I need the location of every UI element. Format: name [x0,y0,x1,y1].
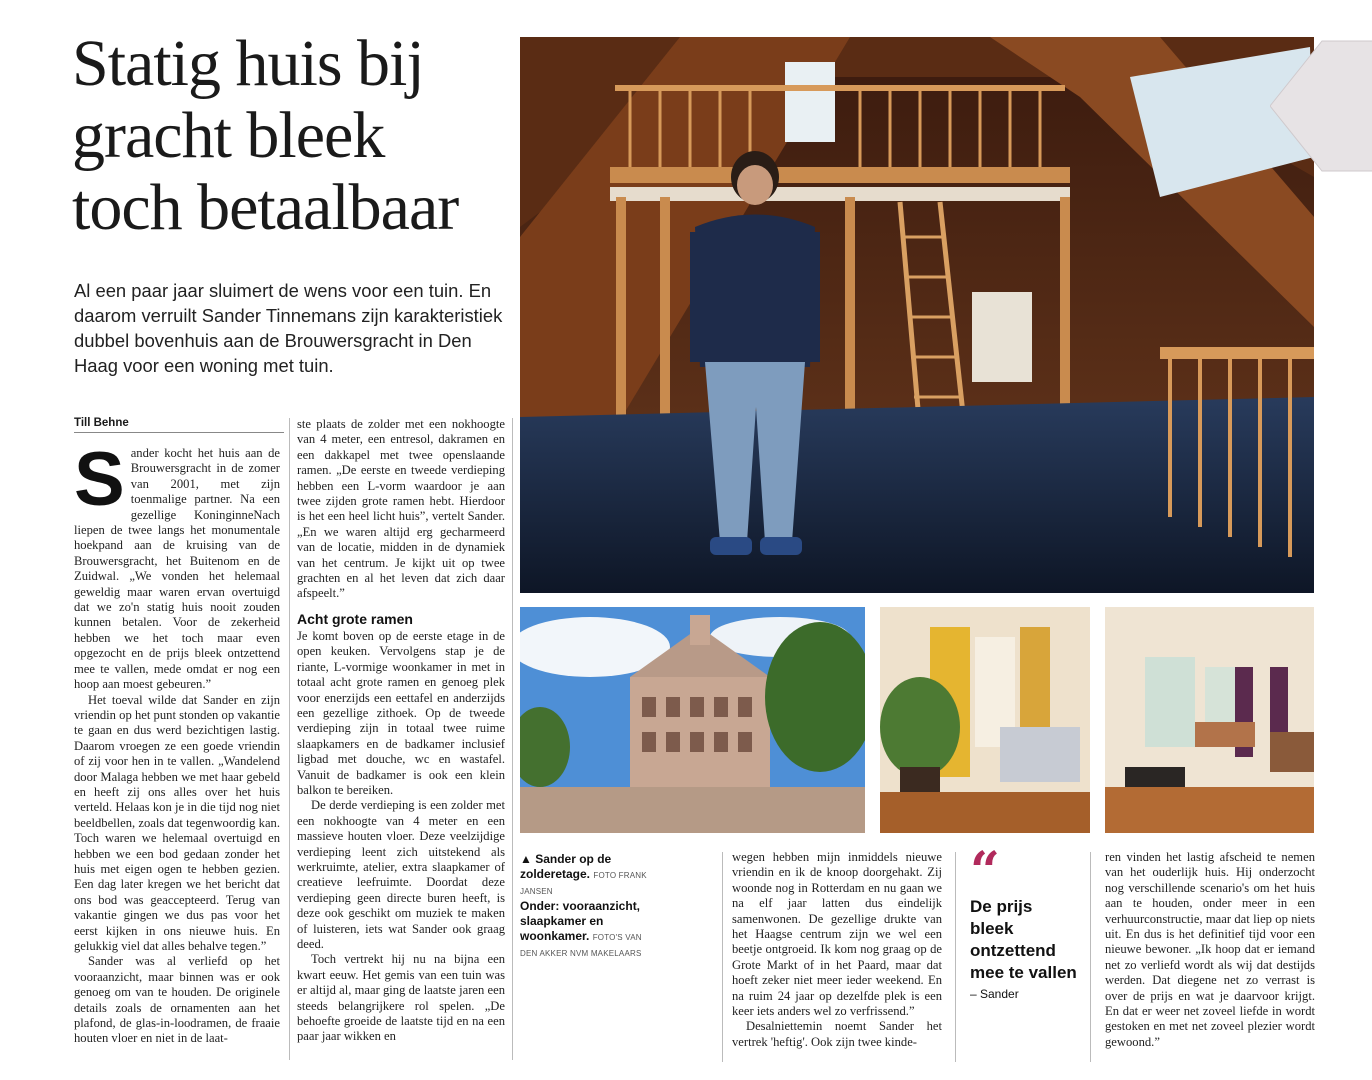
bedroom-photo-illustration [880,607,1090,833]
paragraph [74,437,280,693]
article-column-1 [74,437,280,1066]
quote-text: De prijs bleek ontzettend mee te vallen [970,897,1077,982]
paragraph: ste plaats de zolder met een nokhoogte van 4 meter, een entresol, dakramen en een dakkapel met twee openslaande ramen. „De eerste en tweede verdieping hebben een L-vorm waardoor je aan twee zijden grote ramen hebt. Hierdoor is het een heel licht huis”, vertelt Sander. „En we waren altijd erg gecharmeerd van de locatie, midden in de dynamiek van het centrum. Je kijkt uit op twee grachten en al het leven dat zich daar afspeelt.” [297,417,505,601]
attic-photo [520,37,1314,593]
facade-photo [520,607,865,833]
article-column-3 [732,850,942,1065]
article-column-4 [1105,850,1315,1065]
photo-credit: FOTO'S VAN DEN AKKER NVM MAKELAARS [520,933,642,958]
living-room-photo-illustration [1105,607,1314,833]
attic-photo-illustration [520,37,1314,593]
column-divider [1090,852,1091,1062]
paragraph: Desalniettemin noemt Sander het vertrek 'heftig'. Ook zijn twee kinde- [732,1019,942,1049]
column-divider [955,852,956,1062]
byline-divider [74,432,284,433]
quote-mark-icon: “ [970,841,1000,902]
column-divider [722,852,723,1062]
pull-quote [970,841,1080,1001]
byline: Till Behne [74,417,129,429]
photo-credit: FOTO FRANK JANSEN [520,871,647,896]
quote-attribution: – Sander [970,987,1019,1001]
article-column-2 [297,417,505,1062]
column-divider [289,418,290,1060]
paragraph: wegen hebben mijn inmiddels nieuwe vriendin en ik de knoop doorgehakt. Zij woonde nog in Rotterdam en nu gaan we na elf jaar latten dus eindelijk samenwonen. De gezellige drukte van het Haagse centrum zijn we wel een beetje ontgroeid. Ik kom nog graag op de Grote Markt of in het Paard, maar dat hoeft zeker niet meer ieder weekend. En na ruim 24 jaar op dezelfde plek is een keer iets anders wel zo verfrissend.” [732,850,942,1019]
photo-caption [520,852,660,961]
paragraph: Sander was al verliefd op het vooraanzicht, maar binnen was er ook genoeg om van te houden. De originele details zoals de ornamenten aan het plafond, de glas-in-loodramen, de fraaie houten vloer en niet in de laat- [74,954,280,1046]
caption-main: ▲ Sander op de zolderetage. [520,852,612,881]
headline-line: Statig huis bij [72,27,424,100]
paragraph: De derde verdieping is een zolder met een nokhoogte van 4 meter en een massieve houten vloer. Deze veelzijdige verdieping leent zich uitstekend als werkruimte, atelier, extra slaapkamer of creatieve leefruimte. Doordat deze verdieping geen directe buren heeft, is deze ook geschikt om muziek te maken of luisteren, iets wat Sander ook graag deed. [297,798,505,951]
bedroom-photo [880,607,1090,833]
caption-sub: Onder: vooraanzicht, slaapkamer en woonkamer. [520,899,641,943]
page-next-arrow-icon[interactable] [1270,36,1372,176]
headline-line: gracht bleek [72,99,385,172]
paragraph: ren vinden het lastig afscheid te nemen van het ouderlijk huis. Hij onderzocht nog verschillende scenario's om het huis aan te houden, onder meer in een verhuurconstructie, maar dat liep op niets uit. En dus is het definitief tijd voor een nieuwe bewoner. „Ik hoop dat er iemand net zo verliefd wordt als wij dat destijds werden. Dat diegene net zo verrast is over de prijs en wat je daarvoor krijgt. En dat er weer net zoveel liefde in wordt gestoken en met net zoveel plezier wordt gewoond.” [1105,850,1315,1049]
paragraph: Toch vertrekt hij nu na bijna een kwart eeuw. Het gemis van een tuin was er altijd al, maar ging de laatste jaren een steeds belangrijkere rol spelen. „De behoefte groeide de laatste tijd en na een paar jaar wikken en [297,952,505,1044]
living-room-photo [1105,607,1314,833]
subheading: Acht grote ramen [297,610,413,627]
paragraph: Het toeval wilde dat Sander en zijn vriendin op het punt stonden op vakantie te gaan en dus werd bezichtigen lastig. Daarom vroegen ze een goede vriendin of zij voor hen in te vallen. „Wandelend door Malaga hebben we met haar gebeld en heeft zij ons alles over het huis verteld. Helaas kon je in die tijd nog niet beeldbellen, zoals dat tegenwoordig kan. Toch waren we helemaal overtuigd en hebben we een bod gedaan zonder het huis met eigen ogen te hebben gezien. Een dag later kregen we het bericht dat ons bod was geaccepteerd. Terug van vakantie gingen we dus pas voor het eerst kijken in ons nieuwe huis. En gelukkig viel dat alles behalve tegen.” [74,692,280,953]
paragraph: Je komt boven op de eerste etage in de open keuken. Vervolgens stap je de riante, L-vormige woonkamer in met in totaal acht grote ramen en genoeg plek voor enerzijds een eettafel en anderzijds een gezellige zithoek. Op de tweede verdieping zijn in totaal twee ruime slaapkamers en de badkamer inclusief ligbad met douche, wc en wastafel. Vanuit de badkamer is ook een klein balkon te bereiken. [297,628,505,797]
intro-paragraph: Al een paar jaar sluimert de wens voor een tuin. En daarom verruilt Sander Tinnemans zijn karakteristiek dubbel bovenhuis aan de Brouwersgracht in Den Haag voor een woning met tuin. [74,280,503,376]
facade-photo-illustration [520,607,865,833]
headline-line: toch betaalbaar [72,171,459,244]
drop-cap: S [74,437,125,522]
headline [72,28,512,244]
paragraph-text: ander kocht het huis aan de Brouwersgracht in de zomer van 2001, met zijn toenmalige partner. Na een gezellige KoninginneNach liepen de twee langs het monumentale hoekpand aan de kruising van de Brouwersgracht, het Buitenom en de Zuidwal. „We vonden het helemaal geweldig maar waren ervan overtuigd dat we zo'n statig huis nooit zouden kunnen betalen. Voor de zekerheid hebben we het toch maar even opgezocht en de prijs bleek ontzettend mee te vallen, mede omdat er nog een hoop aan moest gebeuren.” [74,446,280,692]
column-divider [512,418,513,1060]
